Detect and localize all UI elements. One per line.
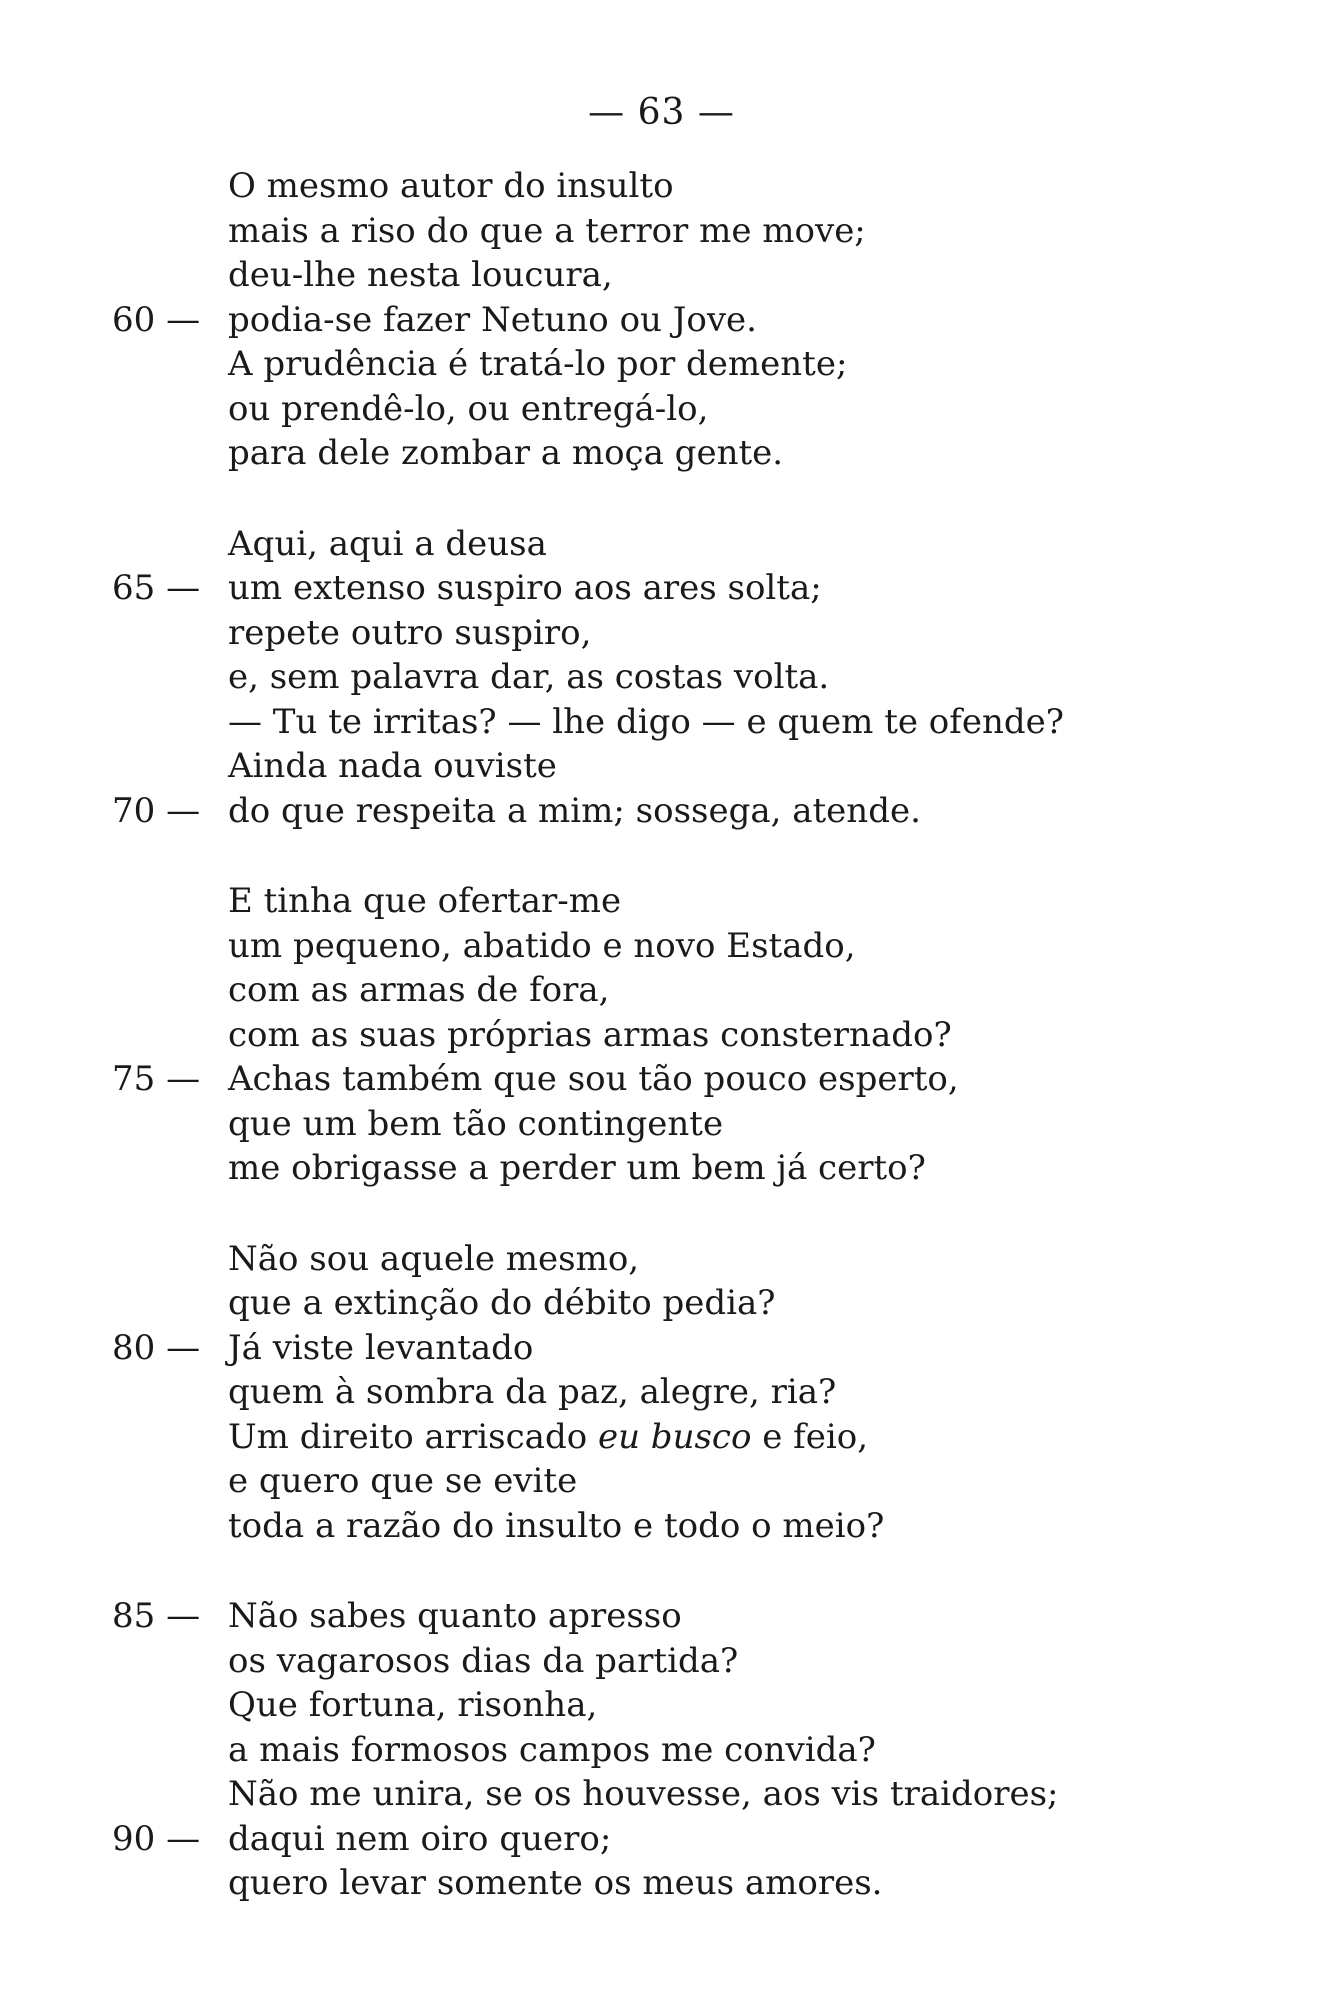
stanza xyxy=(0,1237,1323,1549)
verse-text: com as suas próprias armas consternado? xyxy=(228,1014,952,1055)
verse-line xyxy=(0,1102,1323,1147)
line-number: 70 — xyxy=(112,790,201,831)
verse-text: com as armas de fora, xyxy=(228,970,610,1010)
verse-line xyxy=(0,1861,1323,1906)
verse-line xyxy=(0,1817,1323,1862)
verse-text-end: e feio, xyxy=(751,1416,869,1457)
verse-line xyxy=(0,566,1323,611)
verse-line xyxy=(0,253,1323,298)
verse-text: repete outro suspiro, xyxy=(228,612,592,653)
verse-line xyxy=(0,298,1323,343)
verse-text: ou prendê-lo, ou entregá-lo, xyxy=(228,388,709,429)
verse-text: E tinha que ofertar-me xyxy=(228,881,622,921)
verse-line xyxy=(0,164,1323,209)
verse-line xyxy=(0,1013,1323,1058)
verse-text: Já viste levantado xyxy=(228,1327,534,1368)
verse-text: Ainda nada ouviste xyxy=(228,746,557,786)
verse-line xyxy=(0,1415,1323,1460)
verse-line xyxy=(0,1146,1323,1191)
verse-line xyxy=(0,342,1323,387)
verse-text: O mesmo autor do insulto xyxy=(228,166,674,206)
verse-line xyxy=(0,700,1323,745)
stanza xyxy=(0,1594,1323,1906)
verse-line xyxy=(0,789,1323,834)
verse-line xyxy=(0,1370,1323,1415)
verse-text: daqui nem oiro quero; xyxy=(228,1818,612,1859)
verse-line xyxy=(0,744,1323,789)
verse-text-start: Um direito arriscado xyxy=(228,1416,598,1457)
verse-text: Não sou aquele mesmo, xyxy=(228,1238,640,1279)
verse-line xyxy=(0,1594,1323,1639)
page-number: — 63 — xyxy=(588,92,735,133)
verse-line xyxy=(0,968,1323,1013)
verse-line xyxy=(0,655,1323,700)
verse-text: toda a razão do insulto e todo o meio? xyxy=(228,1505,885,1546)
verse-text: Não sabes quanto apresso xyxy=(228,1596,682,1636)
verse-text: quero levar somente os meus amores. xyxy=(228,1863,883,1903)
verse-text: podia-se fazer Netuno ou Jove. xyxy=(228,299,757,340)
verse-line xyxy=(0,431,1323,476)
line-number: 75 — xyxy=(112,1059,201,1099)
verse-text: e quero que se evite xyxy=(228,1461,578,1501)
verse-line xyxy=(0,879,1323,924)
verse-text: um extenso suspiro aos ares solta; xyxy=(228,568,822,608)
verse-text: me obrigasse a perder um bem já certo? xyxy=(228,1148,926,1188)
verse-text: — Tu te irritas? — lhe digo — e quem te ofende? xyxy=(228,701,1064,742)
verse-text: que a extinção do débito pedia? xyxy=(228,1283,776,1323)
verse-line xyxy=(0,611,1323,656)
verse-text: deu-lhe nesta loucura, xyxy=(228,255,613,295)
verse-text: os vagarosos dias da partida? xyxy=(228,1640,739,1681)
verse-line xyxy=(0,1504,1323,1549)
italic-phrase: eu busco xyxy=(597,1416,752,1457)
verse-line xyxy=(0,1772,1323,1817)
verse-text: do que respeita a mim; sossega, atende. xyxy=(228,790,921,831)
verse-text: Não me unira, se os houvesse, aos vis traidores; xyxy=(228,1774,1059,1814)
verse-line xyxy=(0,1237,1323,1282)
verse-line xyxy=(0,1683,1323,1728)
verse-text: e, sem palavra dar, as costas volta. xyxy=(228,657,830,697)
verse-line xyxy=(0,1459,1323,1504)
verse-line xyxy=(0,1057,1323,1102)
verse-text: Achas também que sou tão pouco esperto, xyxy=(228,1059,959,1099)
verse-line xyxy=(0,924,1323,969)
verse-text xyxy=(228,1415,868,1460)
verse-text: que um bem tão contingente xyxy=(228,1103,724,1144)
verse-line xyxy=(0,1639,1323,1684)
verse-text: Que fortuna, risonha, xyxy=(228,1685,598,1725)
line-number: 65 — xyxy=(112,568,201,608)
stanza xyxy=(0,164,1323,476)
verse-text: para dele zombar a moça gente. xyxy=(228,433,784,473)
verse-line xyxy=(0,1281,1323,1326)
verse-line xyxy=(0,209,1323,254)
poem xyxy=(0,164,1323,1952)
verse-line xyxy=(0,1728,1323,1773)
verse-text: a mais formosos campos me convida? xyxy=(228,1729,876,1770)
line-number: 80 — xyxy=(112,1327,201,1368)
line-number: 85 — xyxy=(112,1596,201,1636)
stanza xyxy=(0,879,1323,1191)
verse-line xyxy=(0,387,1323,432)
stanza xyxy=(0,522,1323,834)
verse-text: mais a riso do que a terror me move; xyxy=(228,210,866,251)
verse-text: um pequeno, abatido e novo Estado, xyxy=(228,925,856,966)
line-number: 60 — xyxy=(112,299,201,340)
line-number: 90 — xyxy=(112,1818,201,1859)
verse-line xyxy=(0,522,1323,567)
verse-text: Aqui, aqui a deusa xyxy=(228,523,547,564)
verse-text: A prudência é tratá-lo por demente; xyxy=(228,344,848,384)
verse-text: quem à sombra da paz, alegre, ria? xyxy=(228,1372,837,1412)
verse-line xyxy=(0,1326,1323,1371)
